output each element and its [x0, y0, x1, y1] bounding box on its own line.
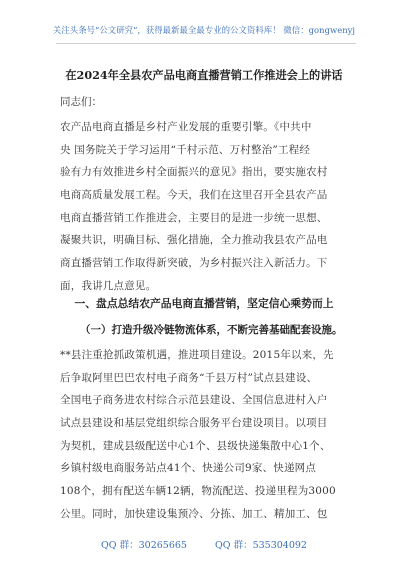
paragraph-line: 农产品电商直播是乡村产业发展的重要引擎。《中共中 — [60, 121, 312, 133]
body-paragraph — [60, 344, 360, 526]
header-banner: 关注头条号“公文研究”，获得最新最全最专业的公文资料库！ 微信：gongwenyj — [52, 25, 356, 35]
paragraph-line: 乡镇村级电商服务站点41个、快递公司9家、快递网点 — [60, 462, 317, 475]
intro-paragraph — [60, 116, 360, 298]
paragraph-line: 后争取阿里巴巴农村电子商务“千县万村”试点县建设、 — [60, 371, 318, 384]
section-heading: 一、盘点总结农产品电商直播营销，坚定信心乘势而上 — [74, 297, 334, 310]
paragraph-line: 试点县建设和基层党组织综合服务平台建设项目。以项目 — [60, 417, 328, 430]
paragraph-line: 电商直播营销工作推进会，主要目的是进一步统一思想、 — [60, 211, 328, 224]
paragraph-line: 凝聚共识，明确目标、强化措施，全力推动我县农产品电 — [60, 234, 328, 247]
paragraph-line: 公里。同时，加快建设集预冷、分拣、加工、精加工、包 — [60, 507, 328, 520]
paragraph-line: **县注重抢抓政策机遇，推进项目建设。2015年以来，先 — [60, 349, 334, 361]
subsection-heading: （一）打造升级冷链物流体系，不断完善基础配套设施。 — [80, 324, 343, 336]
header-divider — [56, 43, 356, 44]
paragraph-line: 商直播营销工作取得新突破，为乡村振兴注入新活力。下 — [60, 257, 328, 270]
paragraph-line: 108个，拥有配送车辆12辆，物流配送、投递里程为3000 — [60, 485, 336, 498]
paragraph-line: 面，我讲几点意见。 — [60, 279, 157, 292]
paragraph-line: 电商高质量发展工程。今天，我们在这里召开全县农产品 — [60, 189, 328, 202]
paragraph-line: 央 国务院关于学习运用“千村示范、万村整治”工程经 — [60, 143, 311, 156]
paragraph-line: 全国电子商务进农村综合示范县建设、全国信息进村入户 — [60, 394, 328, 407]
footer-qq-group-1: QQ 群：30265665 — [101, 540, 187, 551]
salutation: 同志们： — [60, 96, 102, 108]
paragraph-line: 验有力有效推进乡村全面振兴的意见》指出，要实施农村 — [60, 166, 328, 179]
footer-contact — [0, 537, 408, 551]
paragraph-line: 为契机，建成县级配送中心1个、县级快递集散中心1个、 — [60, 439, 331, 452]
document-title: 在2024年全县农产品电商直播营销工作推进会上的讲话 — [65, 68, 343, 82]
footer-qq-group-2: QQ 群：535304092 — [214, 540, 307, 551]
